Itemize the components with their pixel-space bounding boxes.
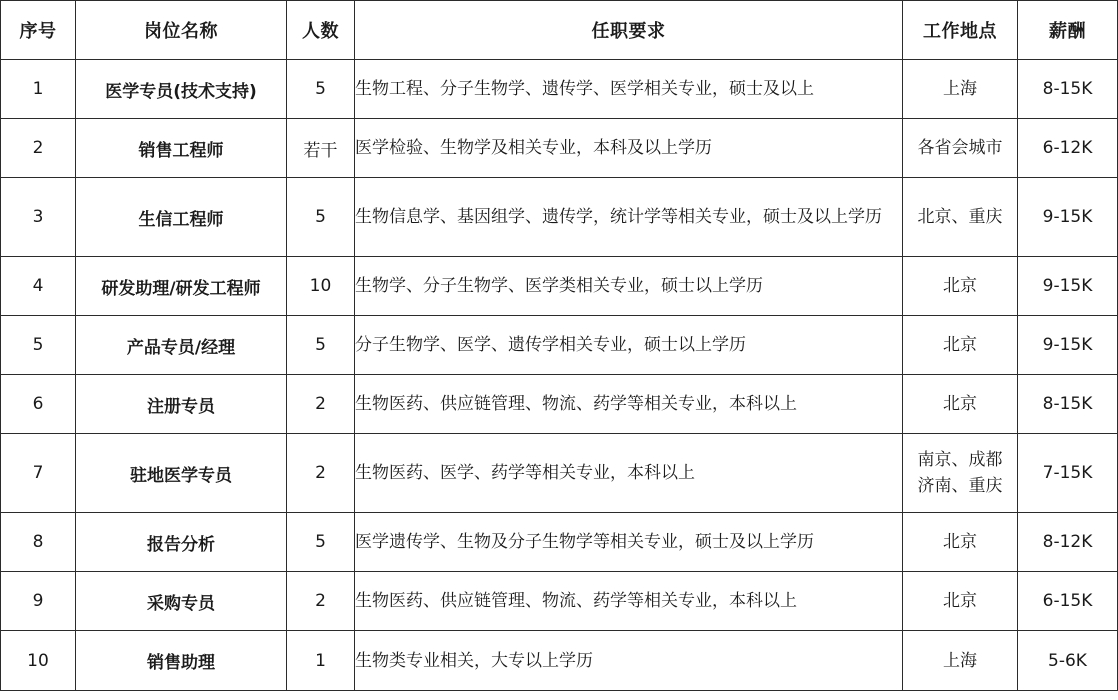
table-row <box>1 257 1118 316</box>
table-row <box>1 572 1118 631</box>
requirement-text: 生物学、分子生物学、医学类相关专业，硕士以上学历 <box>355 257 903 316</box>
table-row <box>1 60 1118 119</box>
salary-range: 6-12K <box>1018 119 1118 178</box>
header-salary: 薪酬 <box>1018 1 1118 60</box>
position-title: 生信工程师 <box>76 178 287 257</box>
work-location-line: 济南、重庆 <box>917 476 1003 496</box>
position-title: 研发助理/研发工程师 <box>76 257 287 316</box>
row-number: 1 <box>1 60 76 119</box>
table-header-row <box>1 1 1118 60</box>
position-title: 采购专员 <box>76 572 287 631</box>
row-number: 10 <box>1 631 76 691</box>
headcount: 5 <box>287 60 355 119</box>
row-number: 3 <box>1 178 76 257</box>
salary-range: 8-12K <box>1018 513 1118 572</box>
work-location <box>903 434 1018 513</box>
position-title: 驻地医学专员 <box>76 434 287 513</box>
headcount: 5 <box>287 513 355 572</box>
requirement-text: 生物类专业相关，大专以上学历 <box>355 631 903 691</box>
row-number: 5 <box>1 316 76 375</box>
headcount: 5 <box>287 178 355 257</box>
row-number: 2 <box>1 119 76 178</box>
salary-range: 5-6K <box>1018 631 1118 691</box>
position-title: 报告分析 <box>76 513 287 572</box>
requirement-text: 生物工程、分子生物学、遗传学、医学相关专业，硕士及以上 <box>355 60 903 119</box>
requirement-text: 生物医药、供应链管理、物流、药学等相关专业，本科以上 <box>355 572 903 631</box>
headcount: 2 <box>287 572 355 631</box>
headcount: 若干 <box>287 119 355 178</box>
headcount: 2 <box>287 375 355 434</box>
requirement-text: 医学遗传学、生物及分子生物学等相关专业，硕士及以上学历 <box>355 513 903 572</box>
table-row <box>1 178 1118 257</box>
work-location: 上海 <box>903 60 1018 119</box>
headcount: 2 <box>287 434 355 513</box>
requirement-text: 生物信息学、基因组学、遗传学，统计学等相关专业，硕士及以上学历 <box>355 178 903 257</box>
headcount: 10 <box>287 257 355 316</box>
salary-range: 6-15K <box>1018 572 1118 631</box>
salary-range: 9-15K <box>1018 316 1118 375</box>
headcount: 5 <box>287 316 355 375</box>
work-location: 北京、重庆 <box>903 178 1018 257</box>
header-position: 岗位名称 <box>76 1 287 60</box>
position-title: 医学专员(技术支持) <box>76 60 287 119</box>
work-location: 北京 <box>903 375 1018 434</box>
table-row <box>1 375 1118 434</box>
table-row <box>1 434 1118 513</box>
row-number: 7 <box>1 434 76 513</box>
work-location: 北京 <box>903 316 1018 375</box>
table-row <box>1 316 1118 375</box>
requirement-text: 分子生物学、医学、遗传学相关专业，硕士以上学历 <box>355 316 903 375</box>
work-location: 各省会城市 <box>903 119 1018 178</box>
work-location: 北京 <box>903 513 1018 572</box>
salary-range: 8-15K <box>1018 375 1118 434</box>
position-title: 销售助理 <box>76 631 287 691</box>
requirement-text: 医学检验、生物学及相关专业，本科及以上学历 <box>355 119 903 178</box>
position-title: 产品专员/经理 <box>76 316 287 375</box>
requirement-text: 生物医药、供应链管理、物流、药学等相关专业，本科以上 <box>355 375 903 434</box>
table-row <box>1 119 1118 178</box>
position-title: 注册专员 <box>76 375 287 434</box>
headcount: 1 <box>287 631 355 691</box>
requirement-text: 生物医药、医学、药学等相关专业，本科以上 <box>355 434 903 513</box>
header-location: 工作地点 <box>903 1 1018 60</box>
row-number: 6 <box>1 375 76 434</box>
work-location: 北京 <box>903 572 1018 631</box>
salary-range: 9-15K <box>1018 178 1118 257</box>
header-requirements: 任职要求 <box>355 1 903 60</box>
table-row <box>1 631 1118 691</box>
row-number: 8 <box>1 513 76 572</box>
row-number: 9 <box>1 572 76 631</box>
row-number: 4 <box>1 257 76 316</box>
work-location: 北京 <box>903 257 1018 316</box>
header-count: 人数 <box>287 1 355 60</box>
header-number: 序号 <box>1 1 76 60</box>
salary-range: 8-15K <box>1018 60 1118 119</box>
table-row <box>1 513 1118 572</box>
salary-range: 7-15K <box>1018 434 1118 513</box>
work-location: 上海 <box>903 631 1018 691</box>
position-title: 销售工程师 <box>76 119 287 178</box>
salary-range: 9-15K <box>1018 257 1118 316</box>
work-location-line: 南京、成都 <box>917 450 1003 470</box>
